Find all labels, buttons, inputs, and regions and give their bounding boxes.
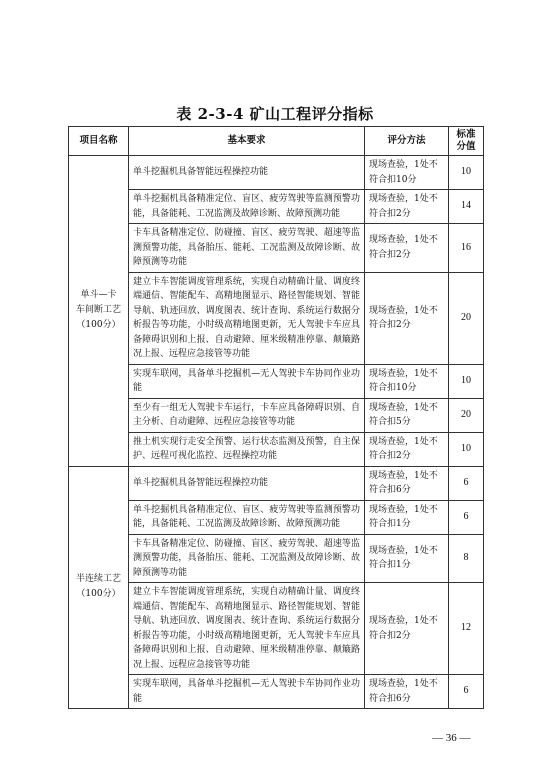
score-cell: 12 bbox=[449, 583, 484, 675]
score-cell: 14 bbox=[449, 190, 484, 224]
score-cell: 10 bbox=[449, 156, 484, 190]
table-row bbox=[69, 534, 484, 583]
requirement-cell: 实现车联网，具备单斗挖掘机—无人驾驶卡车协同作业功能 bbox=[129, 364, 365, 398]
score-cell: 8 bbox=[449, 534, 484, 583]
table-row bbox=[69, 583, 484, 675]
score-cell: 10 bbox=[449, 432, 484, 466]
method-cell: 现场查验，1处不 符合扣2分 bbox=[365, 432, 449, 466]
item-name-cell: 单斗—卡 车间断工艺 （100分） bbox=[69, 156, 129, 467]
method-cell: 现场查验，1处不 符合扣2分 bbox=[365, 224, 449, 273]
requirement-cell: 单斗挖掘机具备精准定位、盲区、疲劳驾驶等监测预警功能，具备能耗、工况监测及故障诊断、故障预测功能 bbox=[129, 190, 365, 224]
table-row bbox=[69, 224, 484, 273]
score-cell: 6 bbox=[449, 675, 484, 709]
header-item: 项目名称 bbox=[69, 127, 129, 156]
score-cell: 6 bbox=[449, 466, 484, 500]
method-cell: 现场查验，1处不 符合扣10分 bbox=[365, 364, 449, 398]
header-score: 标准 分值 bbox=[449, 127, 484, 156]
requirement-cell: 单斗挖掘机具备智能远程操控功能 bbox=[129, 466, 365, 500]
method-cell: 现场查验，1处不 符合扣2分 bbox=[365, 190, 449, 224]
requirement-cell: 至少有一组无人驾驶卡车运行，卡车应具备障碍识别、自主分析、自动避障、远程应急接管等功能 bbox=[129, 398, 365, 432]
table-row bbox=[69, 190, 484, 224]
score-cell: 20 bbox=[449, 398, 484, 432]
page-number: — 36 — bbox=[432, 732, 471, 744]
scoring-table bbox=[68, 126, 484, 709]
table-row bbox=[69, 364, 484, 398]
table-row bbox=[69, 398, 484, 432]
requirement-cell: 推土机实现行走安全预警、运行状态监测及预警，自主保护、远程可视化监控、远程操控功能 bbox=[129, 432, 365, 466]
table-row bbox=[69, 272, 484, 364]
item-name-cell: 半连续工艺 （100分） bbox=[69, 466, 129, 709]
table-row bbox=[69, 466, 484, 500]
header-method: 评分方法 bbox=[365, 127, 449, 156]
method-cell: 现场查验，1处不 符合扣2分 bbox=[365, 272, 449, 364]
method-cell: 现场查验，1处不 符合扣10分 bbox=[365, 156, 449, 190]
requirement-cell: 实现车联网，具备单斗挖掘机—无人驾驶卡车协同作业功能 bbox=[129, 675, 365, 709]
score-cell: 6 bbox=[449, 500, 484, 534]
score-cell: 20 bbox=[449, 272, 484, 364]
method-cell: 现场查验，1处不 符合扣1分 bbox=[365, 500, 449, 534]
table-row bbox=[69, 675, 484, 709]
score-cell: 10 bbox=[449, 364, 484, 398]
requirement-cell: 单斗挖掘机具备智能远程操控功能 bbox=[129, 156, 365, 190]
method-cell: 现场查验，1处不 符合扣6分 bbox=[365, 675, 449, 709]
table-row bbox=[69, 432, 484, 466]
header-requirement: 基本要求 bbox=[129, 127, 365, 156]
method-cell: 现场查验，1处不 符合扣5分 bbox=[365, 398, 449, 432]
requirement-cell: 建立卡车智能调度管理系统，实现自动精确计量、调度终端通信、智能配车、高精地图显示、路径智能规划、智能导航、轨迹回放、调度图表、统计查询、系统运行数据分析报告等功能，小时级高精地图更新，无人驾驶卡车应具备障碍识别和上报、自动避障、厘米级精准停靠、颠簸路况上报、远程应急接管等功能 bbox=[129, 272, 365, 364]
table-row bbox=[69, 500, 484, 534]
method-cell: 现场查验，1处不 符合扣6分 bbox=[365, 466, 449, 500]
requirement-cell: 单斗挖掘机具备精准定位、盲区、疲劳驾驶等监测预警功能，具备能耗、工况监测及故障诊断、故障预测功能 bbox=[129, 500, 365, 534]
table-title: 表 2-3-4 矿山工程评分指标 bbox=[176, 105, 374, 123]
method-cell: 现场查验，1处不 符合扣1分 bbox=[365, 534, 449, 583]
header-row bbox=[69, 127, 484, 156]
score-cell: 16 bbox=[449, 224, 484, 273]
method-cell: 现场查验，1处不 符合扣2分 bbox=[365, 583, 449, 675]
requirement-cell: 卡车具备精准定位、防碰撞、盲区、疲劳驾驶、超速等监测预警功能，具备胎压、能耗、工况监测及故障诊断、故障预测等功能 bbox=[129, 224, 365, 273]
table-row bbox=[69, 156, 484, 190]
requirement-cell: 建立卡车智能调度管理系统，实现自动精确计量、调度终端通信、智能配车、高精地图显示、路径智能规划、智能导航、轨迹回放、调度图表、统计查询、系统运行数据分析报告等功能，小时级高精地图更新，无人驾驶卡车应具备障碍识别和上报、自动避障、厘米级精准停靠、颠簸路况上报、远程应急接管等功能 bbox=[129, 583, 365, 675]
requirement-cell: 卡车具备精准定位、防碰撞、盲区、疲劳驾驶、超速等监测预警功能，具备胎压、能耗、工况监测及故障诊断、故障预测等功能 bbox=[129, 534, 365, 583]
